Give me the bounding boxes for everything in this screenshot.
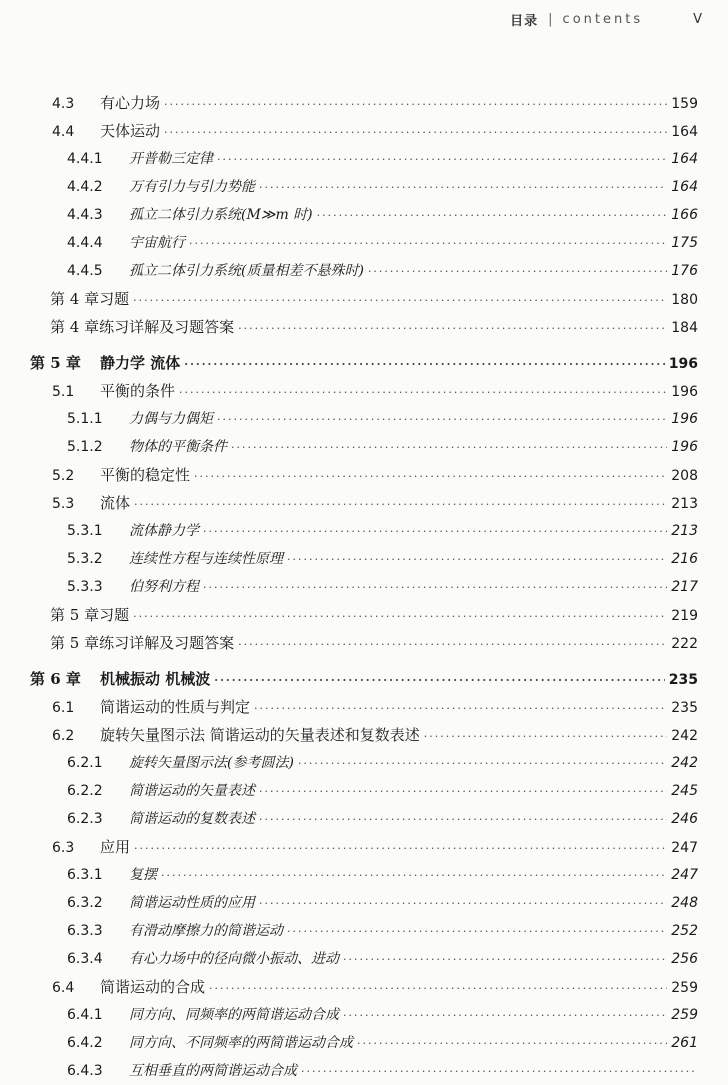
toc-entry-number: 5.3.3 (67, 579, 103, 595)
toc-entry-number: 5.3.1 (67, 523, 103, 539)
dot-leader (357, 1032, 667, 1056)
dot-leader (133, 289, 667, 313)
toc-entry-number: 6.2.1 (67, 755, 103, 771)
toc-entry[interactable] (0, 119, 698, 143)
dot-leader (209, 977, 667, 1001)
dot-leader (203, 576, 667, 600)
toc-entry-title: 孤立二体引力系统(质量相差不悬殊时) (129, 263, 364, 279)
toc-entry-title: 机械振动 机械波 (100, 670, 211, 688)
dot-leader (214, 669, 665, 693)
toc-entry-title: 同方向、同频率的两简谐运动合成 (129, 1007, 339, 1023)
dot-leader (238, 633, 667, 657)
toc-entry-title: 第 4 章练习详解及习题答案 (50, 318, 235, 336)
toc-entry-number: 第 5 章 (30, 354, 81, 372)
toc-entry-title: 简谐运动的复数表述 (129, 811, 255, 827)
toc-entry-page: 216 (671, 551, 698, 567)
toc-entry-number: 5.3.2 (67, 551, 103, 567)
toc-entry-page: 256 (671, 951, 698, 967)
toc-entry[interactable] (0, 91, 698, 115)
dot-leader (134, 493, 667, 517)
toc-entry-number: 5.1.1 (67, 411, 103, 427)
dot-leader (259, 176, 667, 200)
toc-entry[interactable] (0, 287, 698, 311)
dot-leader (287, 548, 667, 572)
toc-entry[interactable] (0, 631, 698, 655)
toc-entry[interactable] (0, 463, 698, 487)
dot-leader (203, 520, 667, 544)
dot-leader (343, 1004, 667, 1028)
toc-entry-page: 247 (671, 840, 698, 856)
toc-entry[interactable] (0, 947, 698, 971)
toc-entry-title: 天体运动 (100, 122, 161, 140)
toc-entry-page: 246 (671, 811, 698, 827)
toc-entry[interactable] (0, 779, 698, 803)
toc-entry-title: 简谐运动的矢量表述 (129, 783, 255, 799)
toc-entry[interactable] (0, 667, 698, 691)
toc-entry-title: 力偶与力偶矩 (129, 411, 213, 427)
toc-entry-number: 5.2 (52, 468, 75, 484)
toc-entry[interactable] (0, 1031, 698, 1055)
toc-entry-number: 6.3.2 (67, 895, 103, 911)
toc-entry-title: 流体 (100, 494, 131, 512)
dot-leader (317, 204, 668, 228)
toc-entry-number: 6.4.1 (67, 1007, 103, 1023)
dot-leader (179, 381, 667, 405)
toc-entry-title: 连续性方程与连续性原理 (129, 551, 283, 567)
toc-entry-page: 213 (671, 523, 698, 539)
toc-entry-page: 196 (671, 439, 698, 455)
toc-entry-page: 242 (671, 755, 698, 771)
toc-entry[interactable] (0, 231, 698, 255)
header-section-title-en: contents (562, 12, 644, 27)
toc-entry[interactable] (0, 919, 698, 943)
header-separator: | (548, 12, 553, 27)
toc-entry-number: 5.1 (52, 384, 75, 400)
dot-leader (343, 948, 667, 972)
toc-entry-number: 6.3 (52, 840, 75, 856)
toc-entry-title: 旋转矢量图示法 简谐运动的矢量表述和复数表述 (100, 726, 420, 744)
toc-entry-number: 4.4.5 (67, 263, 103, 279)
toc-entry[interactable] (0, 407, 698, 431)
toc-entry-number: 6.2.2 (67, 783, 103, 799)
header-page-number: V (693, 12, 702, 27)
dot-leader (424, 725, 667, 749)
toc-entry-page: 235 (671, 700, 698, 716)
toc-entry[interactable] (0, 351, 698, 375)
toc-entry-number: 6.1 (52, 700, 75, 716)
toc-entry[interactable] (0, 435, 698, 459)
toc-entry[interactable] (0, 891, 698, 915)
toc-entry[interactable] (0, 863, 698, 887)
dot-leader (259, 892, 667, 916)
toc-entry-page: 235 (668, 672, 698, 688)
toc-entry-page: 217 (671, 579, 698, 595)
toc-entry-title: 简谐运动性质的应用 (129, 895, 255, 911)
toc-entry-number: 6.3.1 (67, 867, 103, 883)
dot-leader (298, 752, 667, 776)
toc-entry[interactable] (0, 975, 698, 999)
toc-entry-number: 5.3 (52, 496, 75, 512)
toc-entry-page: 208 (671, 468, 698, 484)
toc-entry-title: 物体的平衡条件 (129, 439, 227, 455)
dot-leader (238, 317, 667, 341)
toc-entry[interactable] (0, 603, 698, 627)
toc-entry-page: 159 (671, 96, 698, 112)
dot-leader (301, 1060, 694, 1084)
toc-entry-page: 219 (671, 608, 698, 624)
toc-entry[interactable] (0, 259, 698, 283)
toc-entry-page: 175 (671, 235, 698, 251)
toc-entry-number: 4.4.3 (67, 207, 103, 223)
toc-entry-number: 6.3.3 (67, 923, 103, 939)
toc-entry-title: 流体静力学 (129, 523, 199, 539)
header-section-title: 目录 (510, 14, 539, 29)
toc-entry-page: 164 (671, 151, 698, 167)
toc-entry-number: 4.4.1 (67, 151, 103, 167)
toc-entry-number: 4.4.4 (67, 235, 103, 251)
dot-leader (194, 465, 667, 489)
toc-entry-page: 261 (671, 1035, 698, 1051)
toc-entry-page: 166 (671, 207, 698, 223)
toc-entry-title: 应用 (100, 838, 131, 856)
toc-entry-title: 开普勒三定律 (129, 151, 213, 167)
toc-entry-page: 196 (668, 356, 698, 372)
toc-entry[interactable] (0, 835, 698, 859)
toc-entry-number: 4.4.2 (67, 179, 103, 195)
dot-leader (259, 780, 667, 804)
toc-entry-number: 6.2.3 (67, 811, 103, 827)
toc-entry-title: 伯努利方程 (129, 579, 199, 595)
toc-entry[interactable] (0, 519, 698, 543)
toc-entry-page: 164 (671, 179, 698, 195)
toc-entry-page: 245 (671, 783, 698, 799)
toc-entry[interactable] (0, 695, 698, 719)
toc-entry-number: 6.3.4 (67, 951, 103, 967)
toc-entry-title: 简谐运动的合成 (100, 978, 206, 996)
dot-leader (164, 93, 667, 117)
dot-leader (133, 605, 667, 629)
toc-entry-page: 196 (671, 384, 698, 400)
toc-entry[interactable] (0, 1003, 698, 1027)
dot-leader (217, 408, 667, 432)
toc-entry-number: 6.4 (52, 980, 75, 996)
dot-leader (164, 121, 667, 145)
toc-entry-page: 184 (671, 320, 698, 336)
toc-entry-number: 4.4 (52, 124, 75, 140)
toc-entry-page: 222 (671, 636, 698, 652)
dot-leader (259, 808, 667, 832)
toc-entry-page: 252 (671, 923, 698, 939)
dot-leader (189, 232, 667, 256)
toc-entry[interactable] (0, 491, 698, 515)
toc-entry-title: 第 5 章习题 (50, 606, 130, 624)
toc-entry-number: 5.1.2 (67, 439, 103, 455)
toc-entry-page: 248 (671, 895, 698, 911)
toc-entry[interactable] (0, 751, 698, 775)
toc-entry-page: 259 (671, 980, 698, 996)
toc-entry-title: 互相垂直的两简谐运动合成 (129, 1063, 297, 1079)
toc-entry-title: 宇宙航行 (129, 235, 185, 251)
toc-entry-title: 平衡的稳定性 (100, 466, 191, 484)
toc-entry[interactable] (0, 807, 698, 831)
dot-leader (217, 148, 667, 172)
toc-entry-number: 6.4.3 (67, 1063, 103, 1079)
toc-entry-number: 6.2 (52, 728, 75, 744)
toc-entry[interactable] (0, 203, 698, 227)
dot-leader (134, 837, 667, 861)
toc-entry[interactable] (0, 1059, 698, 1083)
toc-entry[interactable] (0, 575, 698, 599)
toc-entry-page: 247 (671, 867, 698, 883)
toc-entry-number: 4.3 (52, 96, 75, 112)
toc-entry-title: 简谐运动的性质与判定 (100, 698, 251, 716)
toc-entry-page: 213 (671, 496, 698, 512)
toc-entry-title: 同方向、不同频率的两简谐运动合成 (129, 1035, 353, 1051)
toc-entry-title: 万有引力与引力势能 (129, 179, 255, 195)
toc-entry-page: 180 (671, 292, 698, 308)
toc-entry-title: 第 5 章练习详解及习题答案 (50, 634, 235, 652)
toc-entry-page: 196 (671, 411, 698, 427)
dot-leader (287, 920, 667, 944)
toc-entry-title: 第 4 章习题 (50, 290, 130, 308)
toc-entry[interactable] (0, 379, 698, 403)
toc-entry-title: 有心力场中的径向微小振动、进动 (129, 951, 339, 967)
toc-entry-title: 孤立二体引力系统(M≫m 时) (129, 207, 313, 223)
toc-entry-page: 176 (671, 263, 698, 279)
toc-entry-title: 旋转矢量图示法(参考圆法) (129, 755, 294, 771)
toc-entry-page: 242 (671, 728, 698, 744)
toc-entry[interactable] (0, 175, 698, 199)
toc-entry-number: 第 6 章 (30, 670, 81, 688)
dot-leader (368, 260, 667, 284)
toc-entry[interactable] (0, 315, 698, 339)
dot-leader (184, 353, 665, 377)
toc-entry-title: 有滑动摩擦力的简谐运动 (129, 923, 283, 939)
toc-entry[interactable] (0, 147, 698, 171)
dot-leader (161, 864, 667, 888)
toc-entry[interactable] (0, 723, 698, 747)
dot-leader (254, 697, 667, 721)
toc-entry-title: 复摆 (129, 867, 157, 883)
toc-entry-number: 6.4.2 (67, 1035, 103, 1051)
dot-leader (231, 436, 667, 460)
toc-entry-page: 164 (671, 124, 698, 140)
toc-entry[interactable] (0, 547, 698, 571)
toc-entry-title: 静力学 流体 (100, 354, 181, 372)
toc-entry-title: 有心力场 (100, 94, 161, 112)
toc-entry-page: 259 (671, 1007, 698, 1023)
running-header (510, 10, 702, 29)
toc-entry-title: 平衡的条件 (100, 382, 176, 400)
